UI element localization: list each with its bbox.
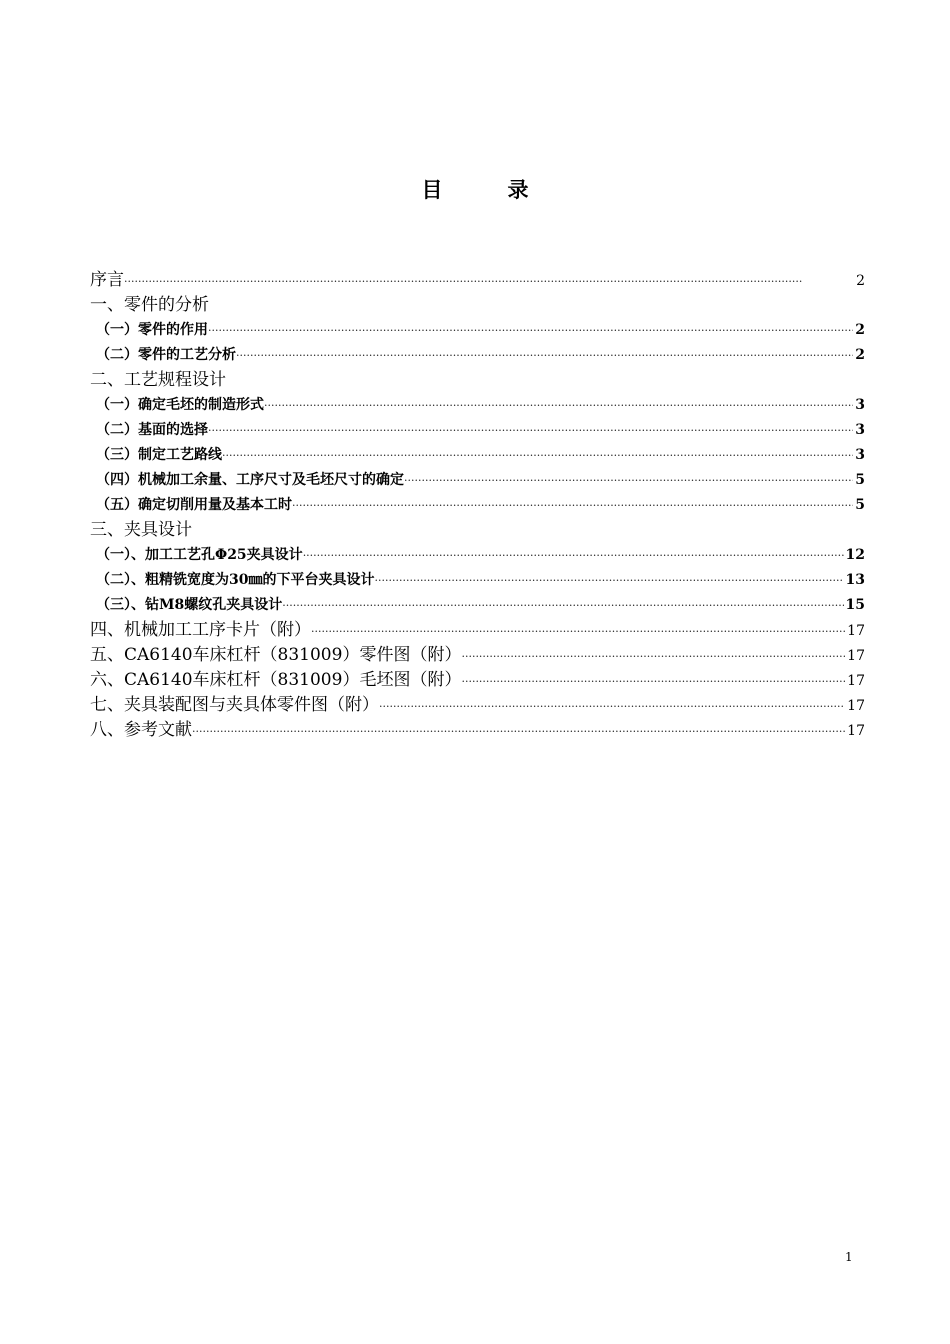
page-number: 1 <box>845 1250 853 1264</box>
toc-entry-label: （二）基面的选择 <box>96 422 208 438</box>
toc-entry-page: 12 <box>845 547 865 563</box>
dot-leader <box>461 643 845 669</box>
toc-entry-label: 四、机械加工工序卡片（附） <box>90 620 311 640</box>
toc-entry-label: 七、夹具装配图与夹具体零件图（附） <box>90 695 379 715</box>
toc-entry[interactable] <box>90 393 865 418</box>
toc-entry[interactable] <box>90 693 865 718</box>
toc-entry[interactable] <box>90 518 865 543</box>
dot-leader <box>374 568 843 593</box>
toc-entry-label: 八、参考文献 <box>90 720 192 740</box>
toc-entry[interactable] <box>90 668 865 693</box>
toc-entry-label: 一、零件的分析 <box>90 295 209 315</box>
toc-entry-label: （一）、加工工艺孔Φ25夹具设计 <box>96 547 303 563</box>
toc-entry-page: 3 <box>855 422 865 438</box>
dot-leader <box>192 718 845 744</box>
toc-entry-label: 六、CA6140车床杠杆（831009）毛坯图（附） <box>90 670 462 690</box>
toc-entry[interactable] <box>90 493 865 518</box>
toc-entry-label: （三）、钻M8螺纹孔夹具设计 <box>96 597 283 613</box>
dot-leader <box>208 418 853 443</box>
toc-entry[interactable] <box>90 593 865 618</box>
dot-leader <box>264 393 853 418</box>
toc-entry[interactable] <box>90 368 865 393</box>
toc-entry[interactable] <box>90 618 865 643</box>
toc-entry[interactable] <box>90 718 865 743</box>
dot-leader <box>292 493 853 518</box>
toc-entry-label: 五、CA6140车床杠杆（831009）零件图（附） <box>90 645 462 665</box>
toc-entry[interactable] <box>90 468 865 493</box>
dot-leader <box>461 668 845 694</box>
toc-entry-page: 3 <box>855 447 865 463</box>
toc-entry-page: 17 <box>847 648 865 664</box>
toc-entry-page: 3 <box>855 397 865 413</box>
table-of-contents <box>90 268 865 743</box>
toc-entry-page: 2 <box>856 273 865 289</box>
toc-entry[interactable] <box>90 643 865 668</box>
toc-entry-label: （四）机械加工余量、工序尺寸及毛坯尺寸的确定 <box>96 472 404 488</box>
toc-entry-label: 三、夹具设计 <box>90 520 192 540</box>
toc-entry-label: （五）确定切削用量及基本工时 <box>96 497 292 513</box>
toc-entry[interactable] <box>90 268 865 293</box>
toc-entry-label: （三）制定工艺路线 <box>96 447 222 463</box>
toc-entry[interactable] <box>90 293 865 318</box>
toc-entry[interactable] <box>90 418 865 443</box>
dot-leader <box>303 543 844 568</box>
toc-entry-page: 17 <box>847 723 865 739</box>
toc-entry-label: （一）零件的作用 <box>96 322 208 338</box>
dot-leader <box>208 318 853 343</box>
toc-entry-label: 序言 <box>90 270 124 290</box>
toc-entry-label: （二）零件的工艺分析 <box>96 347 236 363</box>
toc-entry[interactable] <box>90 568 865 593</box>
dot-leader <box>311 618 845 644</box>
dot-leader <box>222 443 853 468</box>
toc-entry-label: （二）、粗精铣宽度为30㎜的下平台夹具设计 <box>96 572 375 588</box>
toc-entry-label: （一）确定毛坯的制造形式 <box>96 397 264 413</box>
toc-entry-page: 5 <box>855 472 865 488</box>
toc-entry-page: 13 <box>845 572 865 588</box>
toc-entry-page: 2 <box>855 322 865 338</box>
toc-entry[interactable] <box>90 443 865 468</box>
toc-entry-page: 17 <box>847 698 865 714</box>
page-title: 目 录 <box>421 177 551 202</box>
toc-entry-label: 二、工艺规程设计 <box>90 370 226 390</box>
toc-entry-page: 2 <box>855 347 865 363</box>
dot-leader <box>236 343 853 368</box>
toc-entry[interactable] <box>90 543 865 568</box>
dot-leader <box>379 693 845 719</box>
toc-entry[interactable] <box>90 343 865 368</box>
toc-entry-page: 5 <box>855 497 865 513</box>
dot-leader <box>124 268 854 294</box>
toc-entry[interactable] <box>90 318 865 343</box>
toc-entry-page: 17 <box>847 673 865 689</box>
toc-entry-page: 17 <box>847 623 865 639</box>
dot-leader <box>404 468 853 493</box>
toc-entry-page: 15 <box>845 597 865 613</box>
dot-leader <box>282 593 843 618</box>
